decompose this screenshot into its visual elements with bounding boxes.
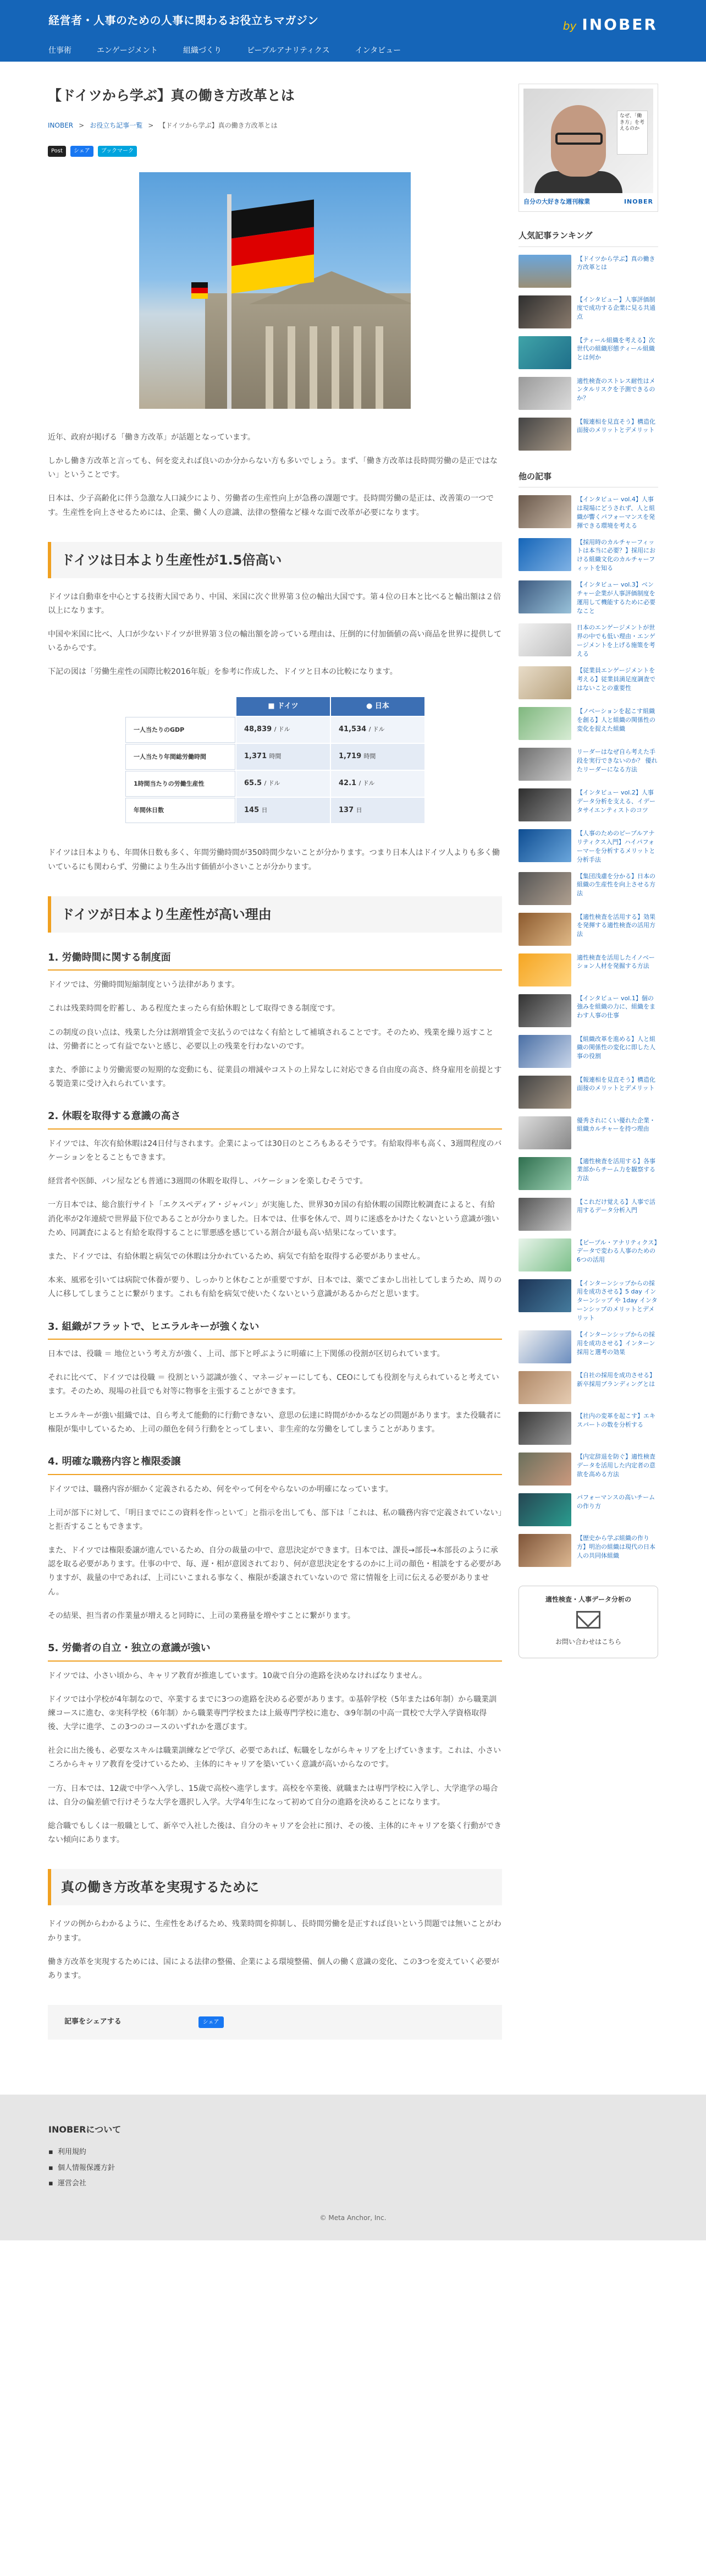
article-thumbnail <box>519 994 571 1027</box>
column-shape <box>376 326 383 409</box>
site-footer <box>0 2095 706 2240</box>
article-thumbnail <box>519 953 571 986</box>
brand-logo[interactable] <box>563 11 658 38</box>
footer-link-terms[interactable]: ▪ 利用規約 <box>48 2146 658 2159</box>
column-header-japan <box>331 697 424 716</box>
column-shape <box>332 326 339 409</box>
other-article-title[interactable]: 優秀されにくい優れた企業・組織カルチャーを持つ理由 <box>577 1116 655 1133</box>
breadcrumb-separator: > <box>148 121 154 129</box>
flagpole-shape <box>227 194 231 409</box>
other-article-title[interactable]: 【自社の採用を成功させる】新卒採用ブランディングとは <box>577 1372 655 1388</box>
other-article-title[interactable]: 【採用時のカルチャーフィットは本当に必要？】採用における組織文化のカルチャーフィットを知る <box>577 538 655 572</box>
ranking-list <box>519 255 658 451</box>
article-thumbnail <box>519 1453 571 1486</box>
value-number: 41,534 <box>339 725 367 734</box>
value-number: 1,719 <box>339 752 362 761</box>
article-thumbnail <box>519 788 571 821</box>
other-article-item[interactable] <box>519 1157 658 1190</box>
row-label: 一人当たりのGDP <box>125 717 235 743</box>
column-header-label: 日本 <box>374 701 389 710</box>
contact-link[interactable]: お問い合わせはこちら <box>555 1638 621 1646</box>
nav-item[interactable]: インタビュー <box>355 46 401 55</box>
other-article-title[interactable]: 【従業員エンゲージメントを考える】従業員満足度調査ではないことの重要性 <box>577 666 655 692</box>
breadcrumb-separator: > <box>79 121 85 129</box>
other-article-title[interactable]: 【報連相を見直そう】構造化面接のメリットとデメリット <box>577 1076 655 1092</box>
row-label: 年間休日数 <box>125 798 235 824</box>
value-unit: / ドル <box>368 726 385 733</box>
table-header-row <box>125 697 424 716</box>
nav-item[interactable]: ピープルアナリティクス <box>247 46 330 55</box>
article-thumbnail <box>519 255 571 288</box>
other-article-title[interactable]: 【適性検査を活用する】各事業部からチーム力を観察する方法 <box>577 1157 655 1182</box>
article <box>48 84 502 2073</box>
other-article-item[interactable] <box>519 580 658 616</box>
footer-link-company[interactable]: ▪ 運営会社 <box>48 2178 658 2190</box>
other-article-item[interactable] <box>519 1116 658 1149</box>
content-wrapper <box>48 62 658 2073</box>
other-article-title[interactable]: リーダーはなぜ自ら考えた手段を実行できないのか？ 優れたリーダーになる方法 <box>577 748 658 773</box>
ranking-item[interactable] <box>519 295 658 328</box>
other-article-title[interactable]: 【これだけ覚える】人事で活用するデータ分析入門 <box>577 1198 655 1214</box>
japan-value <box>331 771 424 797</box>
other-article-item[interactable] <box>519 872 658 905</box>
site-header <box>0 0 706 62</box>
value-unit: / ドル <box>358 779 375 787</box>
section-heading: 真の働き方改革を実現するために <box>48 1869 502 1905</box>
other-article-item[interactable] <box>519 1279 658 1323</box>
other-article-item[interactable] <box>519 994 658 1027</box>
other-article-item[interactable] <box>519 829 658 864</box>
ranking-title: 人気記事ランキング <box>519 228 658 246</box>
germany-value <box>236 771 330 797</box>
nav-item[interactable]: エンゲージメント <box>97 46 158 55</box>
paragraph: 総合職でもしくは一般職として、新卒で入社した後は、自分のキャリアを会社に預け、その後、主体的にキャリアを築く行動ができない傾向にあります。 <box>48 1822 502 1845</box>
column-shape <box>310 326 317 409</box>
paragraph: ドイツでは、小さい頃から、キャリア教育が推進しています。10歳で自分の進路を決めなければなりません。 <box>48 1671 427 1680</box>
german-flag-icon <box>231 199 314 293</box>
paragraph: 経営者や医師、パン屋なども普通に3週間の休暇を取得し、バケーションを楽しむそうです。 <box>48 1177 368 1186</box>
paragraph: また、季節により労働需要の短期的な変動にも、従業員の増減やコストの上昇なしに対応できる自由度の高さ、終身雇用を前提とする製造業に受け入れられています。 <box>48 1066 502 1089</box>
germany-value <box>236 744 330 770</box>
article-thumbnail <box>519 748 571 781</box>
other-article-item[interactable] <box>519 495 658 530</box>
other-article-title[interactable]: 【ピープル・アナリティクス】データで変わる人事のための6つの活用 <box>577 1238 657 1264</box>
footer-link-privacy[interactable]: ▪ 個人情報保護方針 <box>48 2162 658 2175</box>
footer-links <box>48 2146 658 2190</box>
copyright: © Meta Anchor, Inc. <box>319 2214 387 2222</box>
paragraph: 上司が部下に対して、「明日までにこの資料を作っといて」と指示を出しても、部下は「これは、私の職務内容で定義されていない」と拒否することもできます。 <box>48 1508 502 1531</box>
paragraph: ドイツは自動車を中心とする技術大国であり、中国、米国に次ぐ世界第３位の輸出大国です。第４位の日本と比べると輸出額は２倍以上になります。 <box>48 592 501 615</box>
contact-title: 適性検査・人事データ分析の <box>545 1596 631 1604</box>
value-number: 137 <box>339 805 354 814</box>
other-article-title[interactable]: 【人事のためのピープルアナリティクス入門】ハイパフォーマーを分析するメリットと分析手法 <box>577 829 655 863</box>
other-article-title[interactable]: 【インタビュー vol.1】個の強みを組織の力に、組織をまわす人事の仕事 <box>577 994 655 1020</box>
other-article-item[interactable] <box>519 1076 658 1109</box>
other-article-item[interactable] <box>519 1198 658 1231</box>
japan-value <box>331 798 424 824</box>
value-unit: / ドル <box>274 726 290 733</box>
row-label: 一人当たり年間総労働時間 <box>125 744 235 770</box>
paragraph: ドイツでは、労働時間短縮制度という法律があります。 <box>48 980 240 990</box>
value-number: 48,839 <box>244 725 272 734</box>
article-thumbnail <box>519 1116 571 1149</box>
other-article-title[interactable]: 【社内の変革を起こす】エキスパートの数を分析する <box>577 1412 655 1429</box>
column-shape <box>354 326 361 409</box>
article-title: 【ドイツから学ぶ】真の働き方改革とは <box>48 87 295 103</box>
paragraph: ドイツでは、年次有給休暇は24日付与されます。企業によっては30日のところもあるそうです。有給取得率も高く、3週間程度のバケーションをとることもできます。 <box>48 1139 502 1163</box>
other-article-title[interactable]: 【内定辞退を防ぐ】適性検査データを活用した内定者の意欲を高める方法 <box>577 1453 655 1478</box>
value-number: 145 <box>244 805 260 814</box>
ranking-item-title[interactable]: 適性検査のストレス耐性はメンタルリスクを予測できるのか？ <box>577 377 655 402</box>
ranking-item-title[interactable]: 【報連相を見直そう】構造化面接のメリットとデメリット <box>577 418 655 434</box>
brand-name: INOBER <box>582 15 658 34</box>
german-flag-icon: ■ <box>268 701 278 710</box>
article-thumbnail <box>519 1534 571 1567</box>
ranking-item[interactable] <box>519 336 658 369</box>
column-shape <box>266 326 273 409</box>
ranking-item-title[interactable]: 【ドイツから学ぶ】真の働き方改革とは <box>577 255 655 271</box>
site-title-link[interactable]: 経営者・人事のための人事に関わるお役立ちマガジン <box>48 14 319 27</box>
other-article-item[interactable] <box>519 913 658 946</box>
article-thumbnail <box>519 538 571 571</box>
table-corner <box>125 697 235 716</box>
post-button[interactable]: Post <box>48 146 66 157</box>
facebook-share-button[interactable]: シェア <box>70 146 93 157</box>
article-thumbnail <box>519 913 571 946</box>
author-caption-text: 自分の大好きな週刊稼業 <box>523 198 590 205</box>
other-article-item[interactable] <box>519 1035 658 1068</box>
paragraph: 下記の図は「労働生産性の国際比較2016年版」を参考に作成した、ドイツと日本の比較になります。 <box>48 667 398 677</box>
other-article-item[interactable] <box>519 623 658 659</box>
other-article-item[interactable] <box>519 748 658 781</box>
other-article-title[interactable]: 【インターンシップからの採用を成功させる】5 day インターンシップ や 1day インターンシップのメリットとデメリット <box>577 1279 658 1322</box>
paragraph: ドイツは日本よりも、年間休日数も多く、年間労働時間が350時間少ないことが分かります。つまり日本人はドイツ人よりも多く働いているにも関わらず、労働により生み出す価値が小さいことが分かります。 <box>48 848 500 872</box>
article-thumbnail <box>519 1238 571 1271</box>
other-article-item[interactable] <box>519 707 658 740</box>
intro-paragraph: 近年、政府が掲げる「働き方改革」が話題となっています。 <box>48 432 255 442</box>
global-nav <box>48 44 401 58</box>
other-article-title[interactable]: 【ノベーションを起こす組織を創る】人と組織の関係性の変化を捉えた組織 <box>577 707 655 732</box>
other-article-title[interactable]: 【インタビュー vol.2】人事データ分析を支える、イデータサイエンティストのコツ <box>577 788 655 814</box>
article-thumbnail <box>519 418 571 451</box>
column-header-germany <box>236 697 330 716</box>
nav-item[interactable]: 組織づくり <box>183 46 222 55</box>
japan-value <box>331 744 424 770</box>
other-article-title[interactable]: 【インタビュー vol.3】ベンチャー企業が人事評価制度を運用して機能するために必要なこと <box>577 581 655 615</box>
intro-paragraph: しかし働き方改革と言っても、何を変えれば良いのか分からない方も多いでしょう。まず、「働き方改革は長時間労働の是正ではない」ということです。 <box>48 456 498 480</box>
comparison-table <box>124 696 426 825</box>
other-articles-title: 他の記事 <box>519 469 658 487</box>
paragraph: 中国や米国に比べ、人口が少ないドイツが世界第３位の輸出額を誇っている理由は、圧倒的に付加価値の高い商品を世界に提供しているからです。 <box>48 630 502 653</box>
other-article-item[interactable] <box>519 666 658 699</box>
paragraph: 働き方改革を実現するためには、国による法律の整備、企業による環境整備、個人の働く意識の変化、この3つを変えていく必要があります。 <box>48 1957 499 1980</box>
value-unit: / ドル <box>264 779 280 787</box>
article-thumbnail <box>519 336 571 369</box>
paragraph: これは残業時間を貯蓄し、ある程度たまったら有給休暇として取得できる制度です。 <box>48 1004 340 1013</box>
article-thumbnail <box>519 377 571 410</box>
table-row <box>125 717 424 743</box>
article-thumbnail <box>519 1076 571 1109</box>
author-caption <box>523 196 653 207</box>
article-thumbnail <box>519 1493 571 1526</box>
article-thumbnail <box>519 1157 571 1190</box>
paragraph: その結果、担当者の作業量が増えると同時に、上司の業務量を増やすことに繋がります。 <box>48 1611 355 1620</box>
breadcrumb-home[interactable]: INOBER <box>48 121 74 129</box>
table-row <box>125 771 424 797</box>
other-article-item[interactable] <box>519 953 658 986</box>
other-article-item[interactable] <box>519 1330 658 1363</box>
subsection-heading: 5. 労働者の自立・独立の意識が強い <box>48 1640 502 1662</box>
author-logo: INOBER <box>624 198 653 205</box>
other-article-item[interactable] <box>519 1371 658 1404</box>
paragraph: また、ドイツでは権限委譲が進んでいるため、自分の裁量の中で、意思決定ができます。日本では、課長→部長→本部長のように承認を取る必要があります。仕事の中で、毎、遅・相が意図されており、何が意思決定をするのかに上司の顔色・相談をする必要がありますが、裁量の中であれば、上司にいこまれる事なく、権限が委譲されていないので 常に情報を上司に伝える必要がありません。 <box>48 1546 501 1597</box>
subsection-heading: 1. 労働時間に関する制度面 <box>48 949 502 971</box>
share-box <box>48 2005 502 2040</box>
other-article-title[interactable]: 【インタビュー vol.4】人事は現場にどうされず、人と組織が響くパフォーマンスを発揮できる環境を考える <box>577 495 655 529</box>
row-label: 1時間当たりの労働生産性 <box>125 771 235 797</box>
sidebar <box>519 84 658 1691</box>
ranking-item-title[interactable]: 【インタビュー】人事評価制度で成功する企業に見る共通点 <box>577 295 655 321</box>
paragraph: ドイツの例からわかるように、生産性をあげるため、残業時間を抑制し、長時間労働を是正すれば良いという問題では無いことがわかります。 <box>48 1920 501 1943</box>
article-thumbnail <box>519 295 571 328</box>
value-number: 42.1 <box>339 779 357 787</box>
article-thumbnail <box>519 495 571 528</box>
share-label: 記事をシェアする <box>64 2018 122 2026</box>
article-thumbnail <box>519 1371 571 1404</box>
subsection-heading: 2. 休暇を取得する意識の高さ <box>48 1108 502 1130</box>
author-photo <box>523 89 653 193</box>
intro-paragraph: 日本は、少子高齢化に伴う急激な人口減少により、労働者の生産性向上が急務の課題です。長時間労働の是正は、改善策の一つです。生産性を向上させるためには、企業、働く人の意識、法律の整備など様々な面で改革が必要になります。 <box>48 494 494 517</box>
article-thumbnail <box>519 1412 571 1445</box>
author-sign: なぜ、「働き方」を考えるのか <box>617 111 648 155</box>
article-thumbnail <box>519 872 571 905</box>
article-thumbnail <box>519 707 571 740</box>
nav-item[interactable]: 仕事術 <box>48 46 71 55</box>
breadcrumb-current: 【ドイツから学ぶ】真の働き方改革とは <box>159 121 278 129</box>
paragraph: 本来、風邪を引いては病院で休養が要り、しっかりと休むことが重要ですが、日本では、薬でごまかし出社してしまうため、周りの人に移してしまうことに繋がります。これも有給を病気で使いたくないという意識があるからだと思います。 <box>48 1276 502 1299</box>
facebook-share-button[interactable]: シェア <box>198 2016 224 2029</box>
article-thumbnail <box>519 1035 571 1068</box>
paragraph: ドイツでは、職務内容が細かく定義されるため、何をやって何をやらないのか明確になっています。 <box>48 1484 393 1494</box>
other-article-title[interactable]: パフォーマンスの高いチームの作り方 <box>577 1494 655 1510</box>
ranking-item[interactable] <box>519 377 658 410</box>
paragraph: 一方日本では、総合旅行サイト「エクスペディア・ジャパン」が実施した、世界30カ国の有給休暇の国際比較調査によると、有給消化率が2年連続で世界最下位であることが分かりました。日本では、仕事を休んで、周りに迷惑をかけたくないという意識が強いため、同調査によると有給を取得することに罪悪感を感じている割合が最も高い結果になっています。 <box>48 1201 499 1237</box>
paragraph: この制度の良い点は、残業した分は割増賃金で支払うのではなく有給として補填されることです。そのため、残業を繰り返すことは、労働者にとって有益でないと感じ、必要以上の残業を行わないのです。 <box>48 1028 494 1051</box>
article-thumbnail <box>519 580 571 613</box>
other-article-title[interactable]: 【組織改革を進める】人と組織の関係性の変化に即した人事の役割 <box>577 1035 655 1060</box>
breadcrumb <box>48 120 502 131</box>
japan-value <box>331 717 424 743</box>
bookmark-button[interactable]: ブックマーク <box>98 146 137 157</box>
article-thumbnail <box>519 623 571 656</box>
other-article-title[interactable]: 【集団浅慮を分かる】日本の組織の生産性を向上させる方法 <box>577 872 655 897</box>
article-thumbnail <box>519 1330 571 1363</box>
table-row <box>125 798 424 824</box>
table-row <box>125 744 424 770</box>
germany-value <box>236 798 330 824</box>
value-unit: 時間 <box>269 753 282 760</box>
other-article-item[interactable] <box>519 1453 658 1486</box>
japan-flag-icon: ● <box>366 701 375 710</box>
mail-icon <box>576 1611 600 1629</box>
section-heading: ドイツは日本より生産性が1.5倍高い <box>48 542 502 578</box>
article-thumbnail <box>519 829 571 862</box>
column-shape <box>288 326 295 409</box>
article-thumbnail <box>519 1198 571 1231</box>
germany-value <box>236 717 330 743</box>
other-article-title[interactable]: 【適性検査を活用する】効果を発揮する適性検査の活用方法 <box>577 913 655 938</box>
value-number: 65.5 <box>244 779 262 787</box>
subsection-heading: 3. 組織がフラットで、ヒエラルキーが強くない <box>48 1318 502 1340</box>
ranking-item-title[interactable]: 【ティール組織を考える】次世代の組織形態ティール組織とは何か <box>577 336 655 361</box>
ranking-item[interactable] <box>519 255 658 288</box>
other-article-title[interactable]: 【歴史から学ぶ組織の作り方】明治の組織は現代の日本人の共同体組織 <box>577 1534 655 1560</box>
other-articles-list <box>519 495 658 1567</box>
hero-image <box>139 172 411 409</box>
paragraph: それに比べて、ドイツでは役職 ＝ 役割という認識が強く、マネージャーにしても、CEOにしても役割を与えられていると考えています。そのため、現場の社員でも対等に物事を主張することができます。 <box>48 1373 499 1396</box>
other-article-item[interactable] <box>519 1412 658 1445</box>
other-article-title[interactable]: 【インターンシップからの採用を成功させる】インターン採用と選考の効果 <box>577 1331 655 1356</box>
small-flag-icon <box>191 282 208 299</box>
value-unit: 時間 <box>363 753 376 760</box>
glasses-icon <box>555 133 603 145</box>
breadcrumb-articles[interactable]: お役立ち記事一覧 <box>90 121 143 129</box>
paragraph: また、ドイツでは、有給休暇と病気での休暇は分かれているため、病気で有給を取得する必要がありません。 <box>48 1252 425 1261</box>
ranking-item[interactable] <box>519 418 658 451</box>
brand-by: by <box>562 19 577 32</box>
other-article-item[interactable] <box>519 1238 658 1271</box>
value-unit: 日 <box>261 806 268 814</box>
contact-box[interactable] <box>519 1586 658 1658</box>
other-article-title[interactable]: 日本のエンゲージメントが世界の中でも低い理由・エンゲージメントを上げる施策を考える <box>577 624 655 657</box>
section-heading: ドイツが日本より生産性が高い理由 <box>48 896 502 933</box>
subsection-heading: 4. 明確な職務内容と権限委譲 <box>48 1453 502 1475</box>
other-article-item[interactable] <box>519 788 658 821</box>
other-article-item[interactable] <box>519 1534 658 1567</box>
other-article-item[interactable] <box>519 538 658 573</box>
article-thumbnail <box>519 666 571 699</box>
paragraph: 日本では、役職 ＝ 地位という考え方が強く、上司、部下と呼ぶように明確に上下関係の役割が区切られています。 <box>48 1350 445 1359</box>
paragraph: ヒエラルキーが強い組織では、自ら考えて能動的に行動できない、意思の伝達に時間がかかるなどの問題があります。また役職者に権限が集中しているため、上司の顔色を伺う行動をとってしまい、非生産的な労働をしてしまうことがあります。 <box>48 1411 501 1434</box>
other-article-item[interactable] <box>519 1493 658 1526</box>
author-banner[interactable] <box>519 84 658 212</box>
value-number: 1,371 <box>244 752 267 761</box>
article-thumbnail <box>519 1279 571 1312</box>
paragraph: 社会に出た後も、必要なスキルは職業訓練などで学び、必要であれば、転職をしながらキャリアを上げていきます。これは、小さいころからキャリア教育を受けているため、主体的にキャリアを築いていく意識が高いからなのです。 <box>48 1746 501 1769</box>
footer-title: INOBERについて <box>48 2124 122 2135</box>
value-unit: 日 <box>356 806 362 814</box>
column-header-label: ドイツ <box>277 701 299 710</box>
other-article-title[interactable]: 適性検査を活用したイノベーション人材を発掘する方法 <box>577 953 655 970</box>
share-buttons <box>48 146 502 157</box>
paragraph: ドイツでは小学校が4年制なので、卒業するまでに3つの進路を決める必要があります。①基幹学校（5年または6年制）から職業訓練コースに進む、②実科学校（6年制）から職業専門学校または上級専門学校に進む、③9年制の中高一貫校で大学入学資格取得後、大学に進学、この3つのコースのいずれかを選びます。 <box>48 1695 497 1732</box>
paragraph: 一方、日本では、12歳で中学へ入学し、15歳で高校へ進学します。高校を卒業後、就職または専門学校に入学し、大学進学の場合は、自分の偏差値で行けそうな大学を選択し入学。大学4年生になって初めて自分の進路を決めることになります。 <box>48 1784 498 1807</box>
